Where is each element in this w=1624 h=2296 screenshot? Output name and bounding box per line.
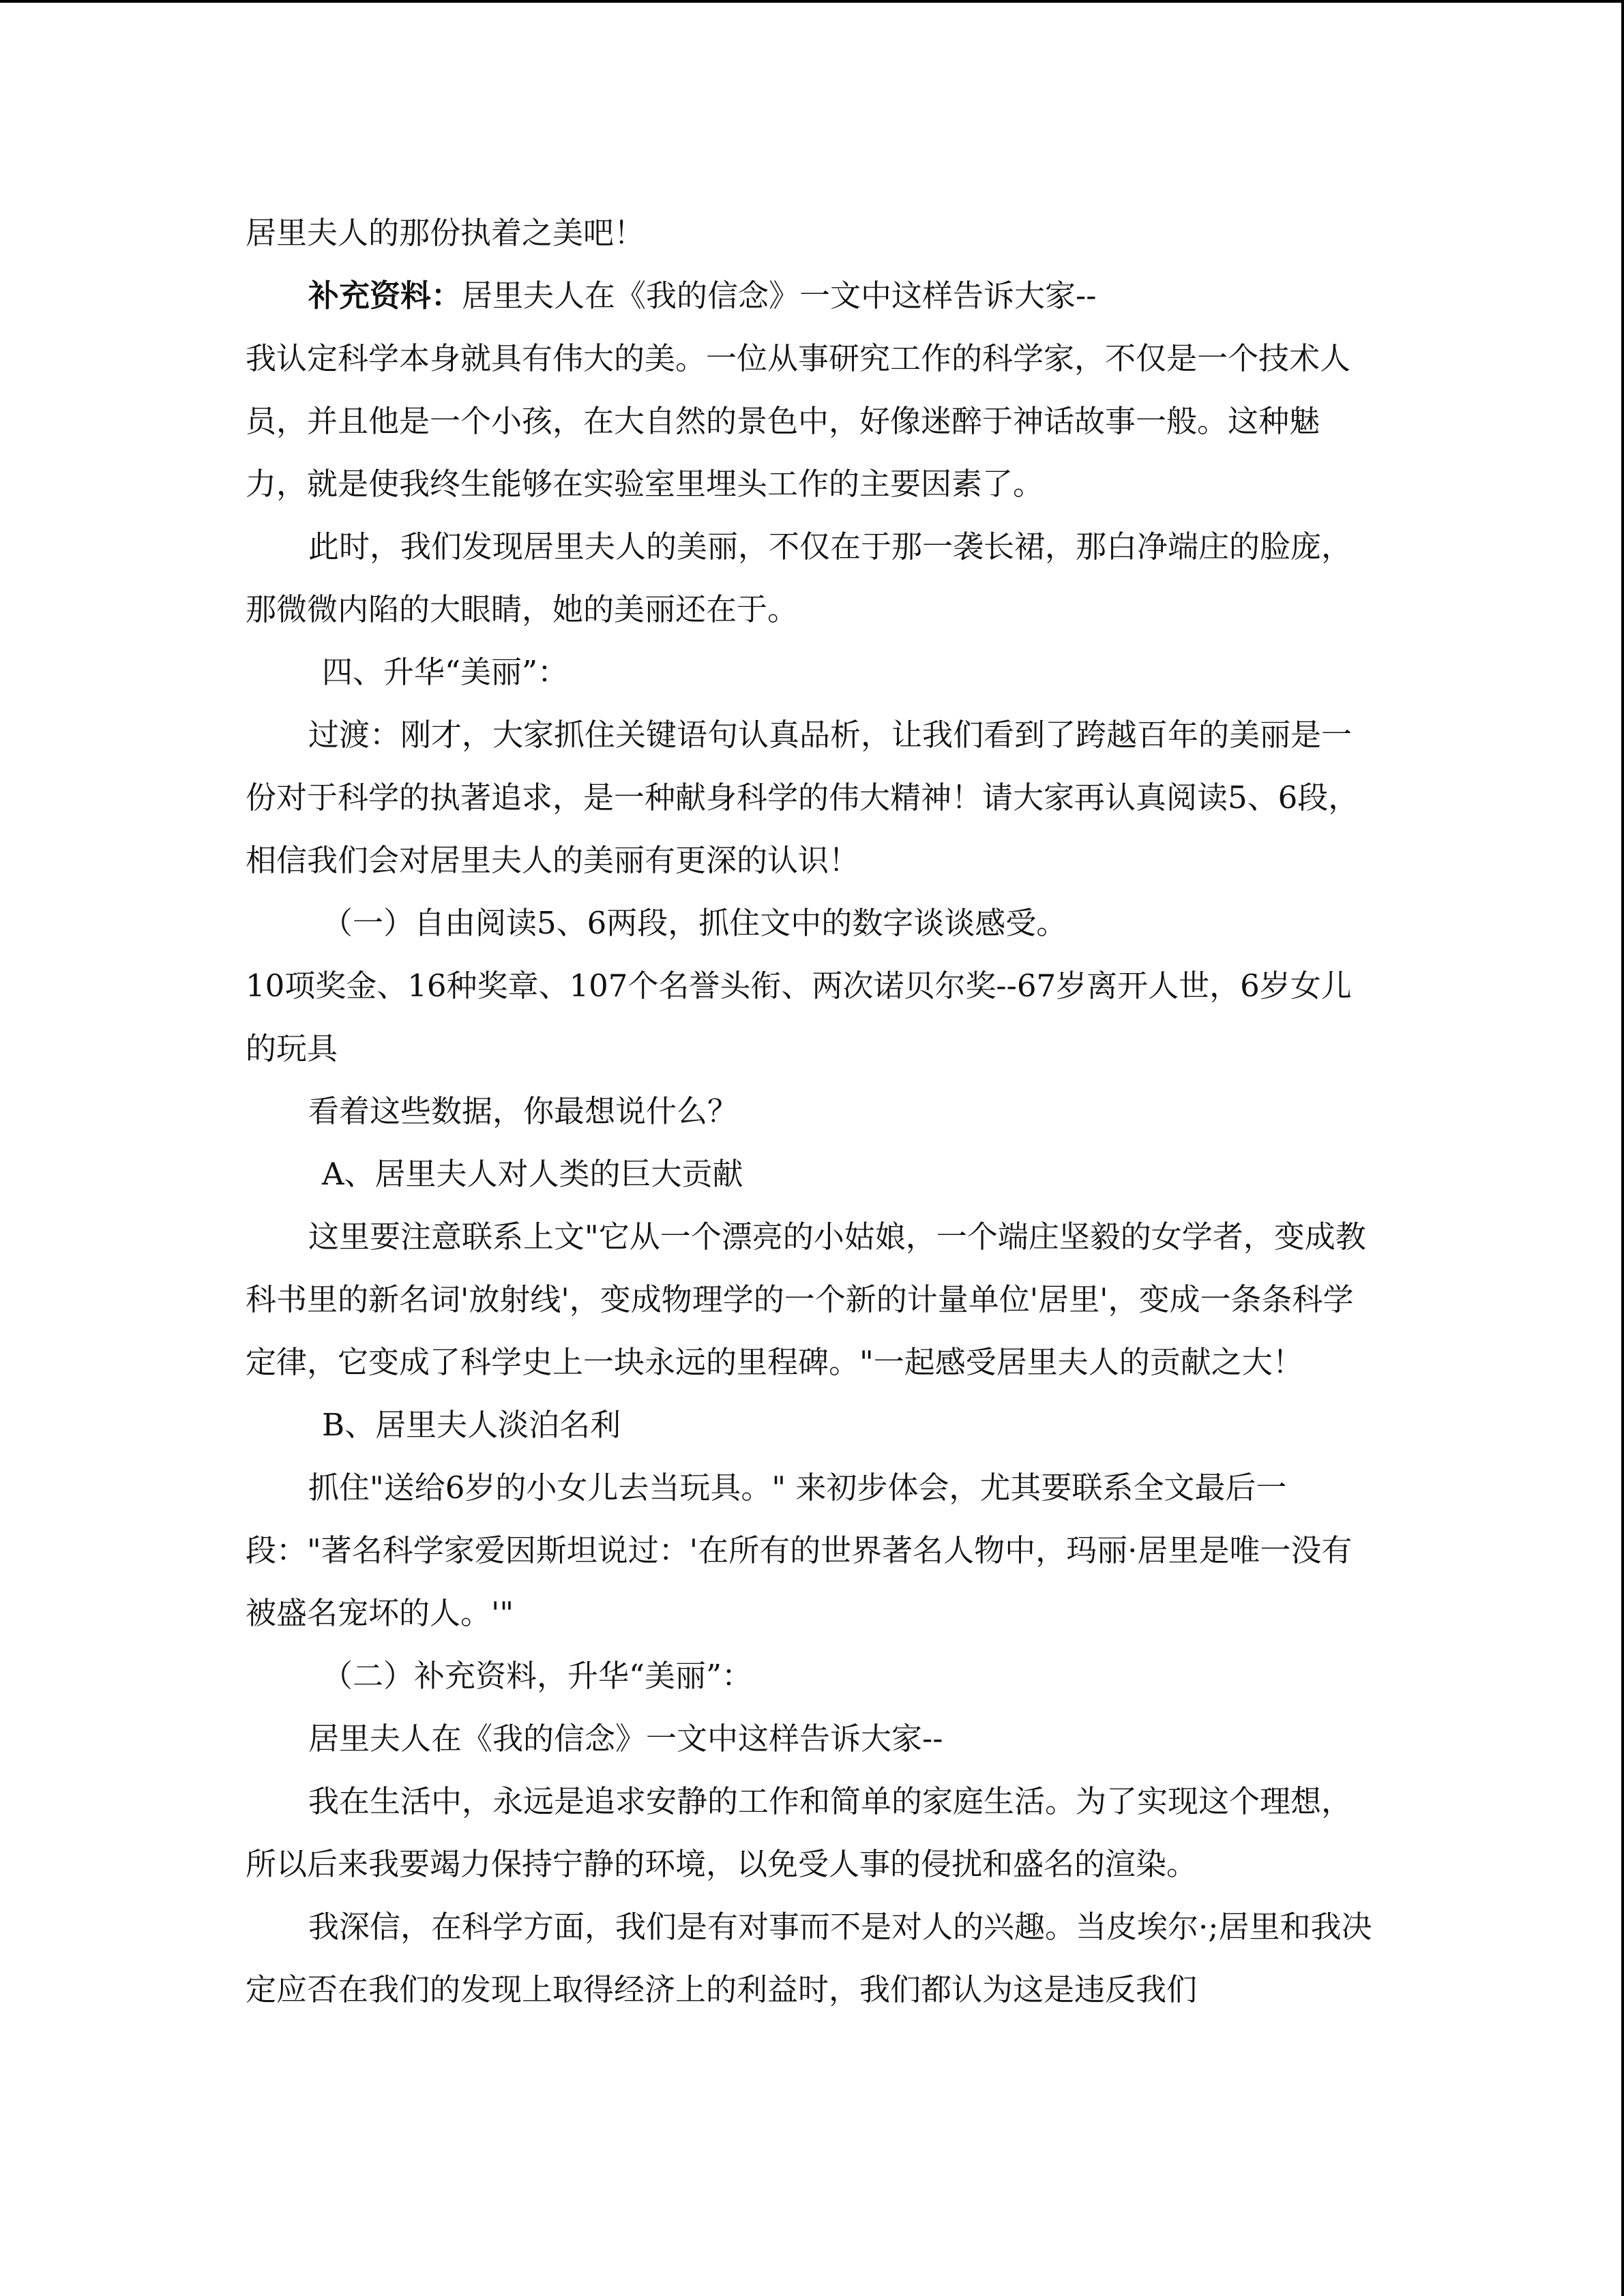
paragraph: 我深信，在科学方面，我们是有对事而不是对人的兴趣。当皮埃尔·;居里和我决定应否在我们的发现上取得经济上的利益时，我们都认为这是违反我们	[246, 1909, 1372, 2008]
paragraph: 居里夫人的那份执着之美吧！	[246, 215, 645, 251]
document-body	[246, 202, 1378, 2021]
page-border-right	[1621, 0, 1624, 2296]
paragraph: 看着这些数据，你最想说什么？	[308, 1093, 739, 1129]
section-heading: 四、升华“美丽”：	[322, 654, 569, 690]
supplement-label: 补充资料：	[308, 278, 462, 314]
subsection-heading: （一）自由阅读5、6两段，抓住文中的数字谈谈感受。	[322, 905, 1067, 941]
paragraph: 我在生活中，永远是追求安静的工作和简单的家庭生活。为了实现这个理想，所以后来我要竭力保持宁静的环境，以免受人事的侵扰和盛名的渲染。	[246, 1783, 1353, 1882]
paragraph: 居里夫人在《我的信念》一文中这样告诉大家--	[308, 1720, 943, 1757]
paragraph: 补充资料：居里夫人在《我的信念》一文中这样告诉大家--	[308, 278, 1097, 314]
paragraph: 抓住"送给6岁的小女儿去当玩具。" 来初步体会，尤其要联系全文最后一段："著名科学家爱因斯坦说过：'在所有的世界著名人物中，玛丽·居里是唯一没有被盛名宠坏的人。'"	[246, 1470, 1353, 1631]
paragraph: 我认定科学本身就具有伟大的美。一位从事研究工作的科学家，不仅是一个技术人员，并且他是一个小孩，在大自然的景色中，好像迷醉于神话故事一般。这种魅力，就是使我终生能够在实验室里埋头工作的主要因素了。	[246, 340, 1351, 502]
subsection-heading: （二）补充资料，升华“美丽”：	[322, 1658, 753, 1694]
paragraph: 此时，我们发现居里夫人的美丽，不仅在于那一袭长裙，那白净端庄的脸庞，那微微内陷的大眼睛，她的美丽还在于。	[246, 528, 1353, 627]
page-border-top	[0, 0, 1624, 3]
list-point-b: B、居里夫人淡泊名利	[322, 1407, 621, 1443]
paragraph: 这里要注意联系上文"它从一个漂亮的小姑娘，一个端庄坚毅的女学者，变成教科书里的新名词'放射线'，变成物理学的一个新的计量单位'居里'，变成一条条科学定律，它变成了科学史上一块永远的里程碑。"一起感受居里夫人的贡献之大！	[246, 1219, 1366, 1380]
paragraph: 10项奖金、16种奖章、107个名誉头衔、两次诺贝尔奖--67岁离开人世，6岁女儿的玩具	[246, 968, 1352, 1067]
paragraph: 过渡：刚才，大家抓住关键语句认真品析，让我们看到了跨越百年的美丽是一份对于科学的执著追求，是一种献身科学的伟大精神！请大家再认真阅读5、6段，相信我们会对居里夫人的美丽有更深的认识！	[246, 717, 1359, 878]
list-point-a: A、居里夫人对人类的巨大贡献	[322, 1156, 743, 1192]
